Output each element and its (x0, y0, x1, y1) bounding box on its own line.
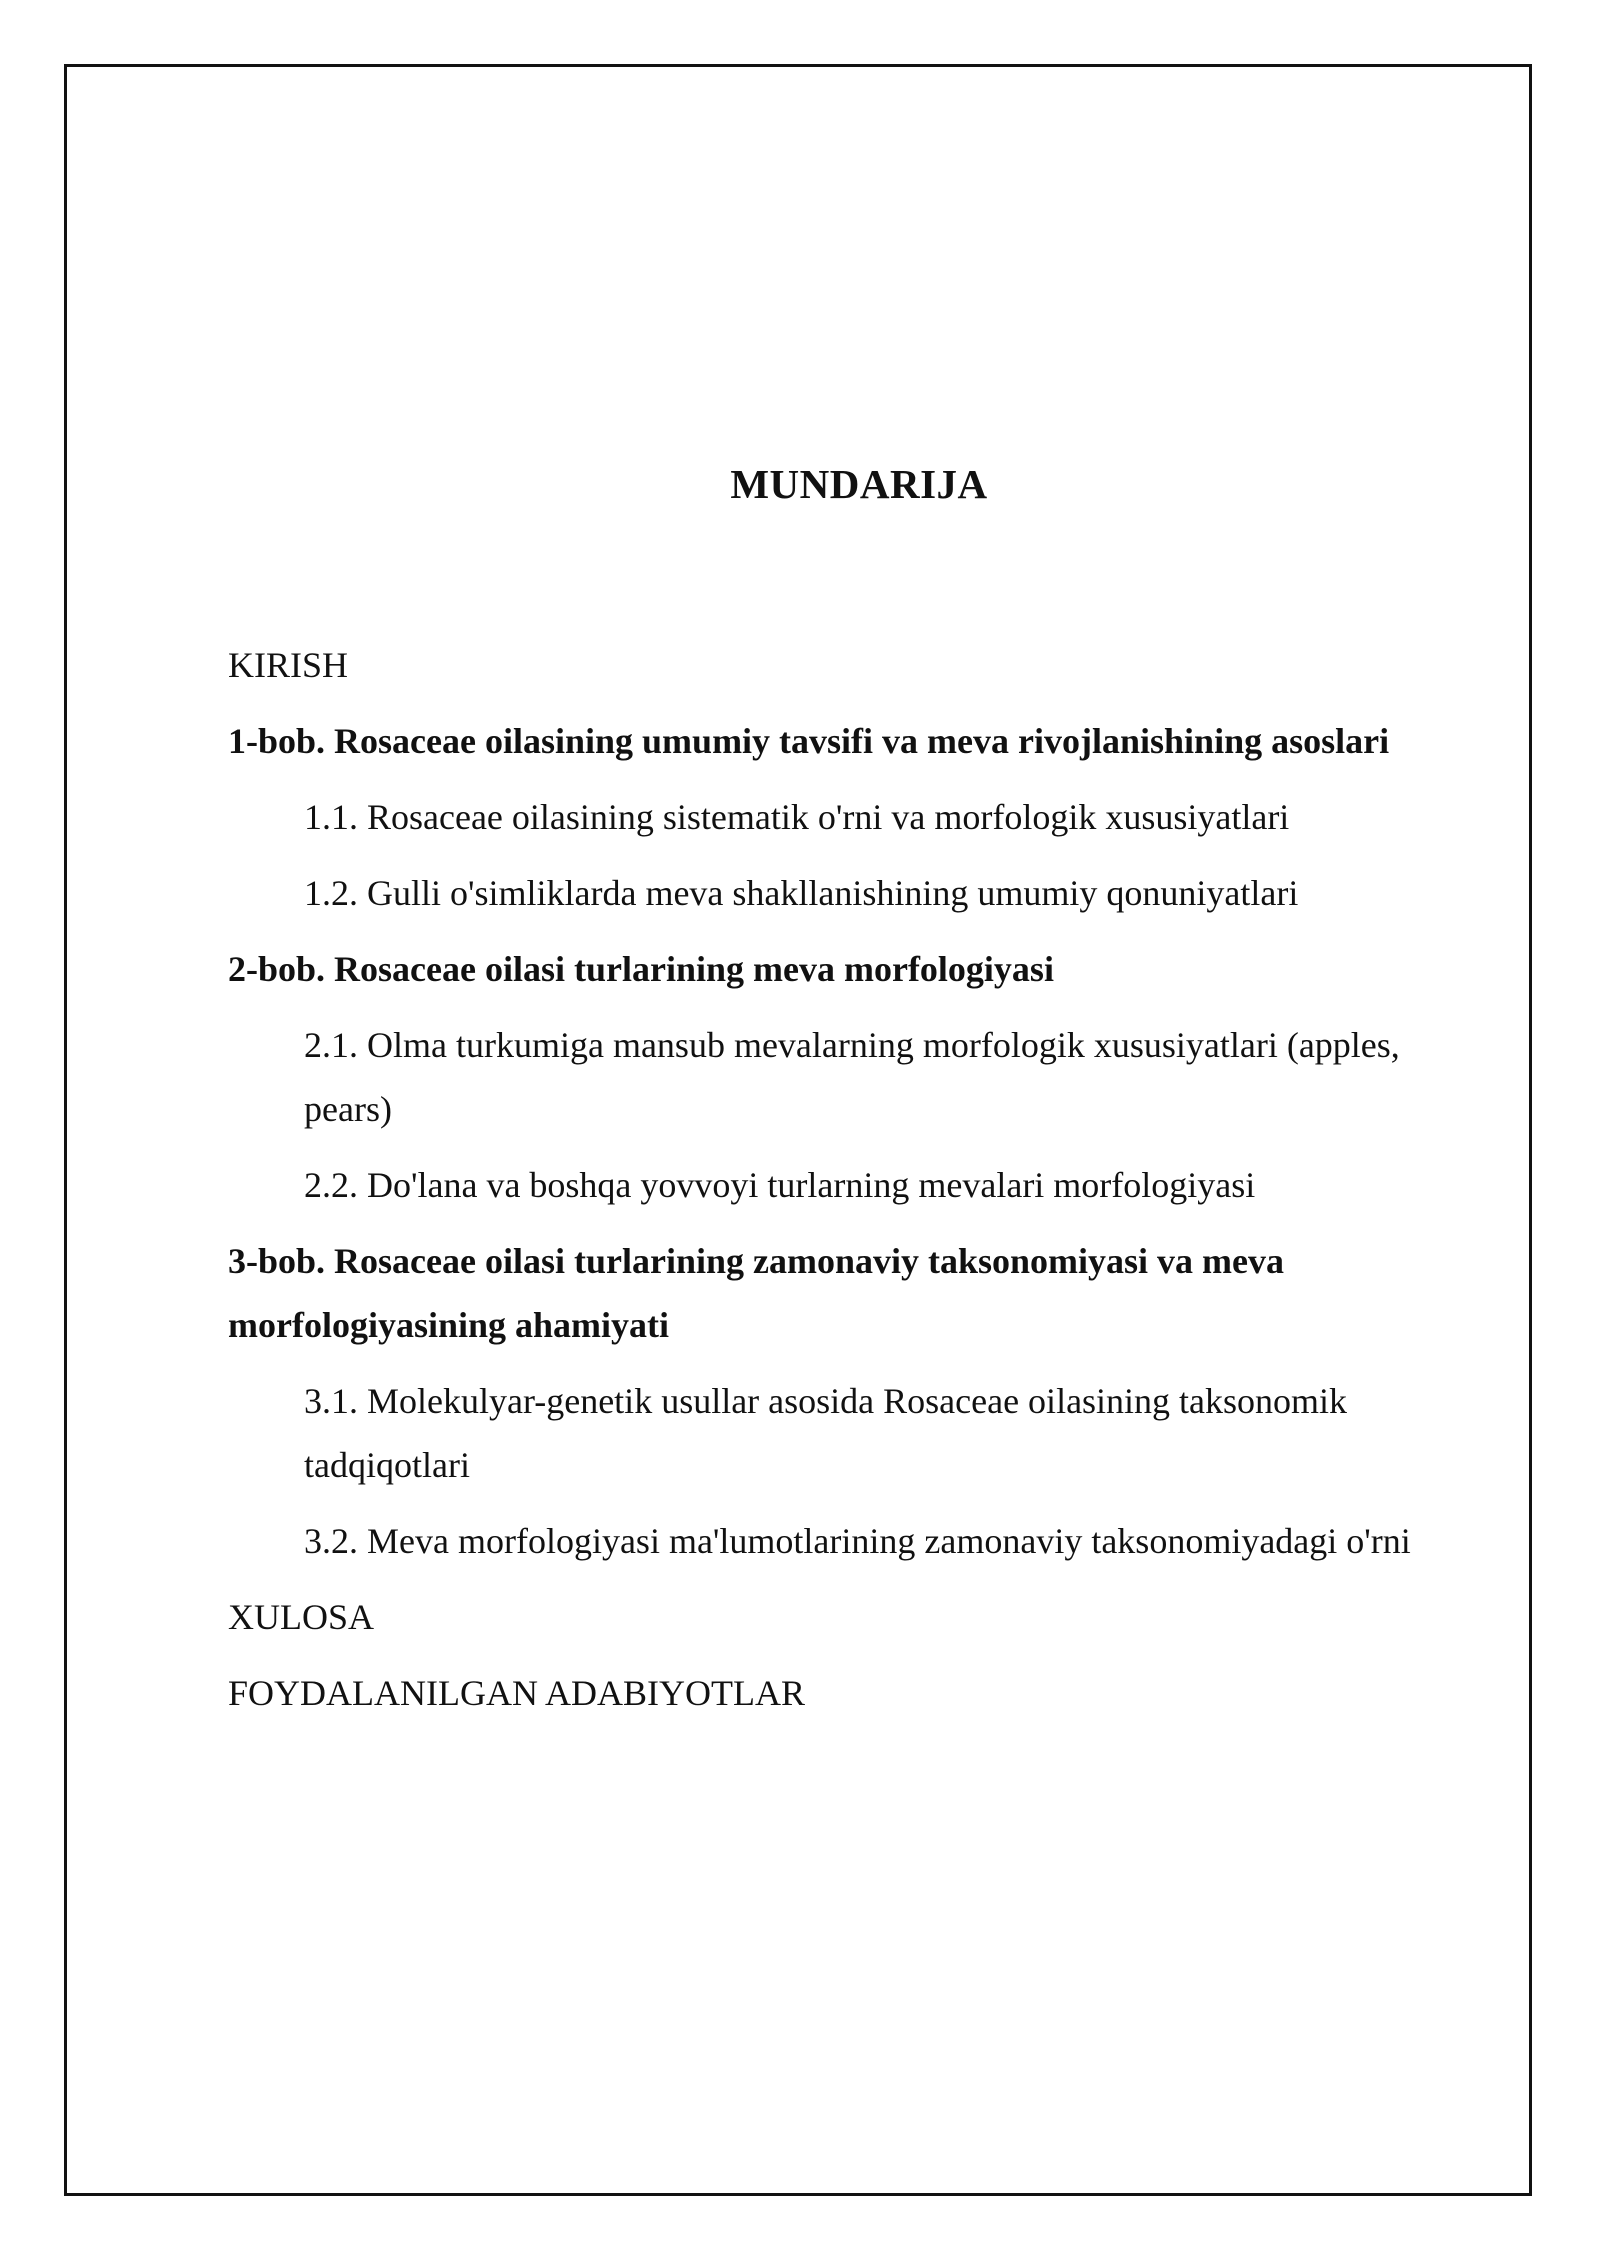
toc-chapter-1: 1-bob. Rosaceae oilasining umumiy tavsifi va meva rivojlanishining asoslari (228, 721, 1390, 761)
toc-section-2-2: 2.2. Do'lana va boshqa yovvoyi turlarning mevalari morfologiyasi (304, 1165, 1256, 1205)
toc-section-3-1-line1: 3.1. Molekulyar-genetik usullar asosida Rosaceae oilasining taksonomik (304, 1381, 1348, 1421)
page-title: MUNDARIJA (730, 461, 988, 507)
toc-section-2-1-line2: pears) (304, 1089, 392, 1129)
toc-chapter-3-line1: 3-bob. Rosaceae oilasi turlarining zamonaviy taksonomiyasi va meva (228, 1241, 1285, 1281)
toc-chapter-3-line2: morfologiyasining ahamiyati (228, 1305, 670, 1345)
toc-entry-kirish: KIRISH (228, 645, 349, 685)
toc-entry-adabiyotlar: FOYDALANILGAN ADABIYOTLAR (228, 1673, 805, 1713)
toc-section-1-1: 1.1. Rosaceae oilasining sistematik o'rni va morfologik xususiyatlari (304, 797, 1290, 837)
toc-section-3-2: 3.2. Meva morfologiyasi ma'lumotlarining zamonaviy taksonomiyadagi o'rni (304, 1521, 1411, 1561)
toc-section-3-1-line2: tadqiqotlari (304, 1445, 470, 1485)
toc-chapter-2: 2-bob. Rosaceae oilasi turlarining meva morfologiyasi (228, 949, 1054, 989)
page-border (64, 64, 1532, 2196)
toc-section-2-1-line1: 2.1. Olma turkumiga mansub mevalarning morfologik xususiyatlari (apples, (304, 1025, 1400, 1065)
toc-entry-xulosa: XULOSA (228, 1597, 375, 1637)
toc-section-1-2: 1.2. Gulli o'simliklarda meva shakllanishining umumiy qonuniyatlari (304, 873, 1299, 913)
